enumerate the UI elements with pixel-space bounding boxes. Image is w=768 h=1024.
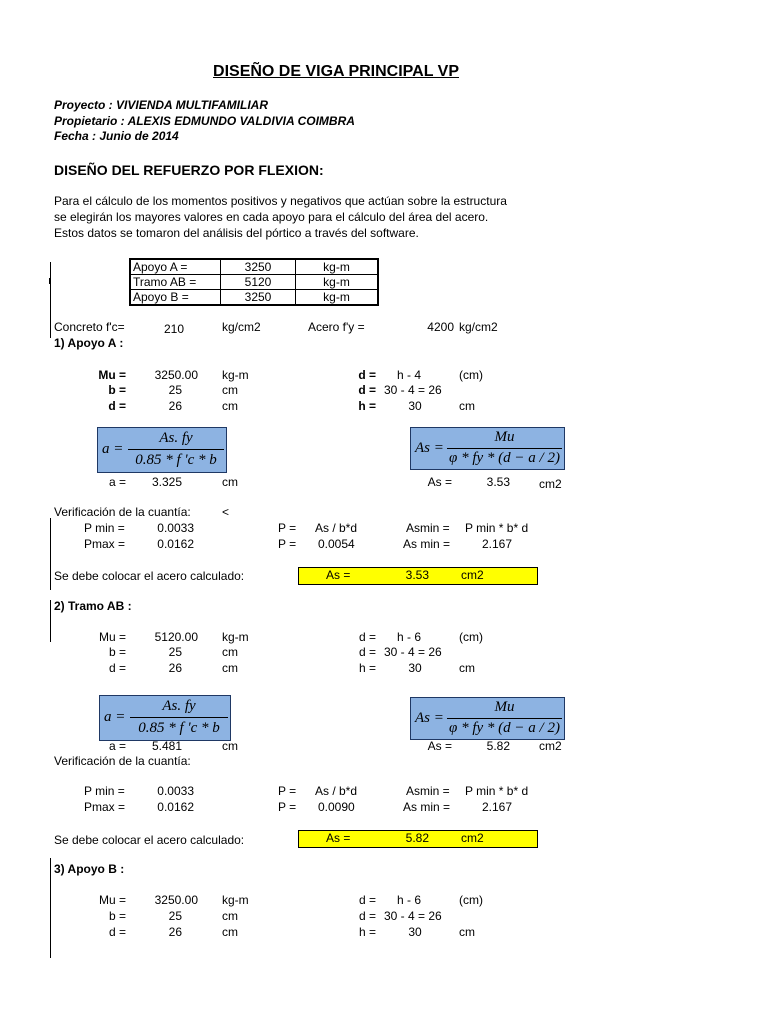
formula-denominator: 0.85 * f 'c * b <box>138 720 220 736</box>
p-label: P = <box>278 800 297 814</box>
p-formula: As / b*d <box>315 521 358 535</box>
p-label: P = <box>278 784 297 798</box>
margin-line <box>50 600 51 642</box>
concrete-unit: kg/cm2 <box>222 320 261 334</box>
d-label: d = <box>358 645 376 659</box>
d-label: d = <box>358 630 376 644</box>
intro-line: Estos datos se tomaron del análisis del pórtico a través del software. <box>54 226 419 240</box>
table-cell: Apoyo B = <box>130 290 221 306</box>
b-unit: cm <box>222 645 238 659</box>
table-row <box>130 275 378 290</box>
steel-value: 4200 <box>427 320 454 334</box>
table-cell: kg-m <box>296 259 379 275</box>
d-unit: cm <box>222 925 238 939</box>
mu-unit: kg-m <box>222 630 249 644</box>
mu-label: Mu = <box>98 893 126 907</box>
h-unit: cm <box>459 399 475 413</box>
table-row <box>130 259 378 275</box>
as-unit: cm2 <box>539 477 562 491</box>
pmin-value: 0.0033 <box>157 521 194 535</box>
as-label: As = <box>427 475 452 489</box>
formula-lhs: a = <box>104 709 126 725</box>
d-formula-unit: (cm) <box>459 630 483 644</box>
asmin-label: Asmin = <box>406 784 450 798</box>
mu-value: 5120.00 <box>154 630 198 644</box>
d-formula: h - 6 <box>396 893 421 907</box>
d-formula-unit: (cm) <box>459 893 483 907</box>
d-calc: 30 - 4 = 26 <box>384 645 442 659</box>
d-formula: h - 6 <box>396 630 421 644</box>
mu-label: Mu = <box>98 368 126 382</box>
d-calc: 30 - 4 = 26 <box>384 909 442 923</box>
fraction-bar <box>130 717 228 718</box>
asmin-label: As min = <box>403 800 451 814</box>
d-label: d = <box>108 399 126 413</box>
asmin-label: As min = <box>403 537 451 551</box>
b-value: 25 <box>168 909 182 923</box>
d-label: d = <box>358 383 376 397</box>
fraction-bar <box>447 718 562 719</box>
section-heading: DISEÑO DEL REFUERZO POR FLEXION: <box>54 162 324 178</box>
mu-unit: kg-m <box>222 893 249 907</box>
a-unit: cm <box>222 739 238 753</box>
asmin-formula: P min * b* d <box>465 784 529 798</box>
asmin-value: 2.167 <box>481 800 512 814</box>
verification-label: Verificación de la cuantía: <box>54 505 191 519</box>
d-formula: h - 4 <box>396 368 421 382</box>
table-cell: Apoyo A = <box>130 259 221 275</box>
pmin-label: P min = <box>84 521 125 535</box>
table-cell: 3250 <box>221 259 296 275</box>
b-unit: cm <box>222 383 238 397</box>
intro-line: Para el cálculo de los momentos positivos y negativos que actúan sobre la estructura <box>54 194 507 208</box>
pmax-label: Pmax = <box>84 800 126 814</box>
as-label: As = <box>427 739 452 753</box>
b-unit: cm <box>222 909 238 923</box>
d-label: d = <box>108 925 126 939</box>
date-line: Fecha : Junio de 2014 <box>54 129 179 143</box>
d-value: 26 <box>168 399 182 413</box>
d-unit: cm <box>222 661 238 675</box>
a-label: a = <box>108 739 126 753</box>
d-label: d = <box>108 661 126 675</box>
as-final-value: 3.53 <box>405 568 429 582</box>
verification-label: Verificación de la cuantía: <box>54 754 191 768</box>
mu-value: 3250.00 <box>154 893 198 907</box>
formula-lhs: As = <box>415 710 444 726</box>
d-label: d = <box>358 368 376 382</box>
mu-label: Mu = <box>98 630 126 644</box>
margin-line <box>50 262 51 338</box>
p-label: P = <box>278 521 297 535</box>
as-value: 5.82 <box>486 739 510 753</box>
mu-unit: kg-m <box>222 368 249 382</box>
b-label: b = <box>108 383 126 397</box>
h-label: h = <box>358 925 376 939</box>
formula-numerator: Mu <box>494 429 515 445</box>
final-steel-label: Se debe colocar el acero calculado: <box>54 833 245 847</box>
final-steel-box <box>298 830 538 848</box>
concrete-value: 210 <box>163 322 185 336</box>
formula-a-box <box>99 695 231 741</box>
margin-line <box>50 858 51 958</box>
table-cell: 3250 <box>221 290 296 306</box>
formula-lhs: As = <box>415 440 444 456</box>
d-value: 26 <box>168 661 182 675</box>
fraction-bar <box>128 449 224 450</box>
h-value: 30 <box>408 661 422 675</box>
d-label: d = <box>358 909 376 923</box>
page-title: DISEÑO DE VIGA PRINCIPAL VP <box>213 63 459 80</box>
h-unit: cm <box>459 925 475 939</box>
table-row <box>130 290 378 306</box>
h-value: 30 <box>408 399 422 413</box>
section-title: 3) Apoyo B : <box>54 862 125 876</box>
project-line: Proyecto : VIVIENDA MULTIFAMILIAR <box>54 98 269 112</box>
a-value: 5.481 <box>151 739 182 753</box>
formula-as-box <box>410 697 565 740</box>
as-value: 3.53 <box>486 475 510 489</box>
formula-numerator: As. fy <box>159 430 193 446</box>
p-formula: As / b*d <box>315 784 358 798</box>
pmax-value: 0.0162 <box>157 800 194 814</box>
concrete-label: Concreto f'c= <box>54 320 125 334</box>
a-label: a = <box>108 475 126 489</box>
steel-unit: kg/cm2 <box>459 320 498 334</box>
final-steel-label: Se debe colocar el acero calculado: <box>54 569 245 583</box>
intro-line: se elegirán los mayores valores en cada apoyo para el cálculo del área del acero. <box>54 210 489 224</box>
h-value: 30 <box>408 925 422 939</box>
asmin-label: Asmin = <box>406 521 450 535</box>
table-cell: Tramo AB = <box>130 275 221 290</box>
as-final-value: 5.82 <box>405 831 429 845</box>
b-label: b = <box>108 645 126 659</box>
pmax-value: 0.0162 <box>157 537 194 551</box>
d-calc: 30 - 4 = 26 <box>384 383 442 397</box>
d-label: d = <box>358 893 376 907</box>
asmin-formula: P min * b* d <box>465 521 529 535</box>
final-steel-box <box>298 567 538 585</box>
b-value: 25 <box>168 645 182 659</box>
h-label: h = <box>358 399 376 413</box>
formula-denominator: φ * fy * (d − a / 2) <box>449 720 560 736</box>
h-unit: cm <box>459 661 475 675</box>
p-label: P = <box>278 537 297 551</box>
as-final-unit: cm2 <box>461 568 484 582</box>
section-title: 1) Apoyo A : <box>54 336 124 350</box>
table-cell: 5120 <box>221 275 296 290</box>
formula-denominator: 0.85 * f 'c * b <box>135 452 217 468</box>
as-unit: cm2 <box>539 739 562 753</box>
section-title: 2) Tramo AB : <box>54 599 132 613</box>
formula-numerator: As. fy <box>162 698 196 714</box>
p-value: 0.0054 <box>318 537 355 551</box>
p-value: 0.0090 <box>318 800 355 814</box>
as-final-unit: cm2 <box>461 831 484 845</box>
table-cell: kg-m <box>296 275 379 290</box>
fraction-bar <box>447 448 562 449</box>
margin-line <box>50 518 51 590</box>
d-unit: cm <box>222 399 238 413</box>
formula-a-box <box>97 427 227 473</box>
mu-value: 3250.00 <box>154 368 198 382</box>
less-than: < <box>222 505 230 519</box>
margin-line <box>49 278 51 284</box>
pmax-label: Pmax = <box>84 537 126 551</box>
formula-numerator: Mu <box>494 699 515 715</box>
d-formula-unit: (cm) <box>459 368 483 382</box>
table-cell: kg-m <box>296 290 379 306</box>
as-label: As = <box>326 568 351 582</box>
pmin-value: 0.0033 <box>157 784 194 798</box>
owner-line: Propietario : ALEXIS EDMUNDO VALDIVIA COIMBRA <box>54 114 355 128</box>
b-value: 25 <box>168 383 182 397</box>
asmin-value: 2.167 <box>481 537 512 551</box>
formula-denominator: φ * fy * (d − a / 2) <box>449 450 560 466</box>
a-value: 3.325 <box>151 475 182 489</box>
pmin-label: P min = <box>84 784 125 798</box>
h-label: h = <box>358 661 376 675</box>
as-label: As = <box>326 831 351 845</box>
d-value: 26 <box>168 925 182 939</box>
a-unit: cm <box>222 475 238 489</box>
formula-as-box <box>410 427 565 470</box>
b-label: b = <box>108 909 126 923</box>
steel-label: Acero f'y = <box>308 320 365 334</box>
formula-lhs: a = <box>102 441 124 457</box>
moments-table <box>129 258 379 306</box>
